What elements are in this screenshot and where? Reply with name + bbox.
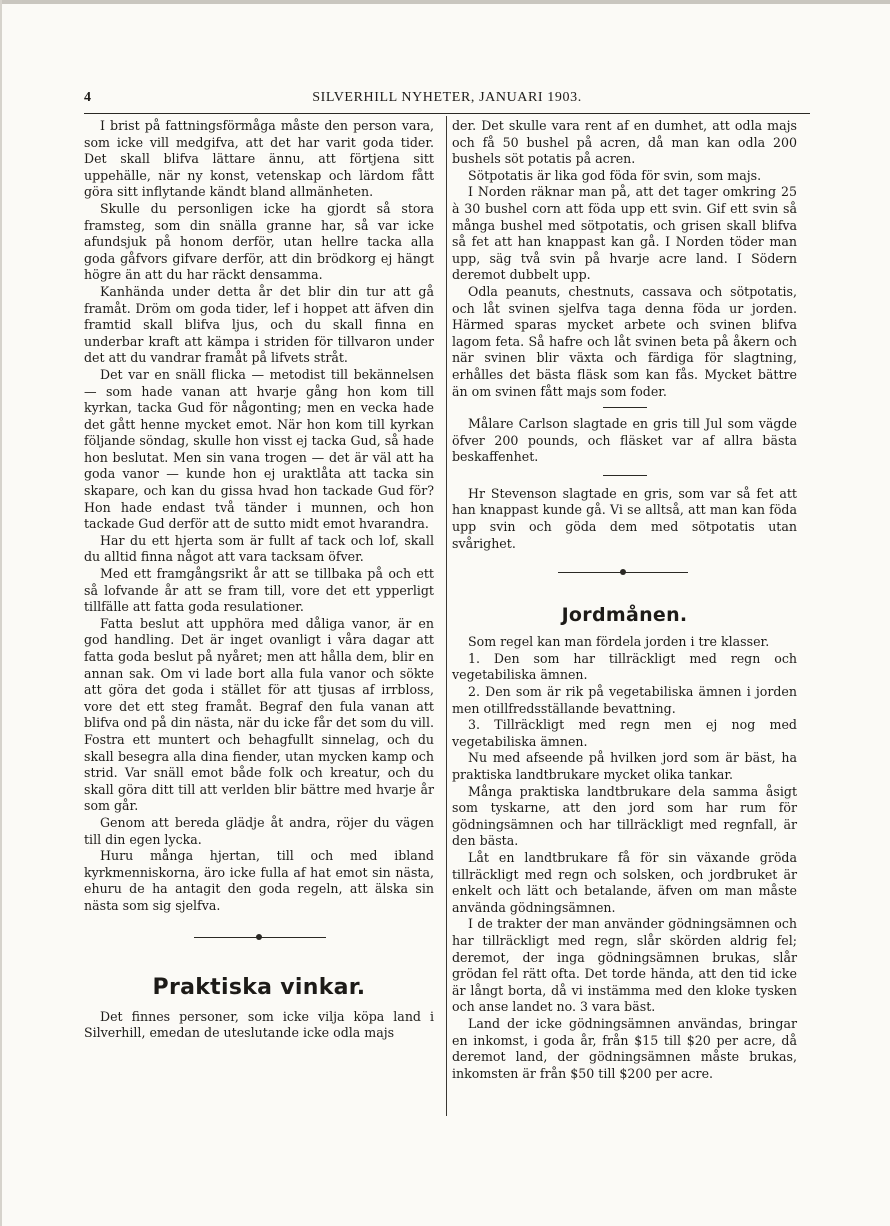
running-title: SILVERHILL NYHETER, JANUARI 1903. [312, 90, 582, 105]
header-rule [84, 113, 810, 114]
page-header [84, 90, 810, 110]
left-column [84, 118, 434, 1042]
news-note: Hr Stevenson slagtade en gris, som var så fet att han knappast kunde gå. Vi se alltså, att man kan föda upp svin och göda dem med sötpotatis utan svårighet. [452, 485, 797, 551]
paragraph: Nu med afseende på hvilken jord som är bäst, ha praktiska landtbrukare mycket olika tankar. [452, 750, 797, 782]
paragraph: I Norden räknar man på, att det tager omkring 25 à 30 bushel corn att föda upp ett svin. Gif ett svin så många bushel med sötpotatis, och grisen skall blifva så fet att han knappast kan gå. I Norden töder man upp, säg två svin på hvarje acre land. I Södern deremot dubbelt upp. [452, 184, 797, 283]
paragraph: Fatta beslut att upphöra med dåliga vanor, är en god handling. Det är inget ovanligt i våra dagar att fatta goda beslut på nyåret; men att hålla dem, blir en annan sak. Om vi lade bort alla fula vanor och sökte att göra det goda i stället för att tjusas af irrbloss, vore det ett steg framåt. Begraf den fula vanan att blifva ond på din nästa, när du icke får det som du vill. Fostra ett muntert och behagfullt sinnelag, och du skall besegra alla dina fiender, utan mycken kamp och strid. Var snäll emot både folk och kreatur, och du skall göra ditt till att verlden blir bättre med hvarje år som går. [84, 615, 434, 814]
paragraph: 2. Den som är rik på vegetabiliska ämnen i jorden men otillfredsställande bevattning. [452, 684, 797, 716]
page-number: 4 [84, 90, 91, 105]
paragraph: Genom att bereda glädje åt andra, röjer du vägen till din egen lycka. [84, 814, 434, 847]
section-title-jordmanen: Jordmånen. [561, 604, 688, 627]
section-title-praktiska-vinkar: Praktiska vinkar. [152, 974, 366, 1000]
paragraph: Det finnes personer, som icke vilja köpa land i Silverhill, emedan de uteslutande icke odla majs [84, 1008, 434, 1041]
section-ornament [452, 558, 797, 588]
divider-rule [603, 475, 647, 476]
paragraph: 1. Den som har tillräckligt med regn och vegetabiliska ämnen. [452, 650, 797, 683]
paragraph: I de trakter der man använder gödningsämnen och har tillräckligt med regn, slår skörden aldrig fel; deremot, der inga gödningsämnen brukas, slår grödan fel rätt ofta. Det torde hända, att den tid icke är långt borta, då vi instämma med den kloke tysken och anse landet no. 3 vara bäst. [452, 916, 797, 1015]
paragraph: Land der icke gödningsämnen användas, bringar en inkomst, i goda år, från $15 till $20 per acre, då deremot land, der gödningsämnen måste brukas, inkomsten är från $50 till $200 per acre. [452, 1015, 797, 1081]
section-ornament [84, 923, 434, 953]
column-divider [446, 116, 447, 1116]
paragraph: I brist på fattningsförmåga måste den person vara, som icke vill medgifva, att det har varit goda tider. Det skall blifva lättare ännu, att förtjena sitt uppehälle, när ny konst, vetenskap och lärdom fått göra sitt inflytande kändt bland allmänheten. [84, 118, 434, 200]
paragraph: Som regel kan man fördela jorden i tre klasser. [468, 634, 770, 650]
paragraph: Det var en snäll flicka — metodist till bekännelsen — som hade vanan att hvarje gång hon kom till kyrkan, tacka Gud för någonting; men en vecka hade det gått henne mycket emot. När hon kom till kyrkan följande söndag, skulle hon visst ej tacka Gud, så hade hon beslutat. Men sin vana trogen — det är väl att ha goda vanor — kunde hon ej uraktlåta att tacka sin skapare, och kan du gissa hvad hon tackade Gud för? Hon hade endast två tänder i munnen, och hon tackade Gud derför att de sutto midt emot hvarandra. [84, 366, 434, 532]
paragraph: Odla peanuts, chestnuts, cassava och sötpotatis, och låt svinen sjelfva taga denna föda ur jorden. Härmed sparas mycket arbete och svinen blifva lagom feta. Så hafre och låt svinen beta på åkern och när svinen blir växta och färdiga för slagtning, erhålles det bästa fläsk som kan fås. Mycket bättre än om svinen fått majs som foder. [452, 283, 797, 399]
paragraph: Med ett framgångsrikt år att se tillbaka på och ett så lofvande år att se fram till, vore det ett ypperligt tillfälle att fatta goda resulationer. [84, 566, 434, 615]
paragraph: Sötpotatis är lika god föda för svin, som majs. [468, 167, 762, 183]
paragraph: Många praktiska landtbrukare dela samma åsigt som tyskarne, att den jord som har rum för gödningsämnen och har tillräckligt med regnfall, är den bästa. [452, 783, 797, 849]
paragraph: der. Det skulle vara rent af en dumhet, att odla majs och få 50 bushel på acren, då man kan odla 200 bushels söt potatis på acren. [452, 118, 797, 167]
scan-left-edge [0, 0, 2, 1226]
paragraph: 3. Tillräckligt med regn men ej nog med vegetabiliska ämnen. [452, 717, 797, 749]
divider-rule [603, 407, 647, 408]
scan-top-edge [0, 0, 890, 4]
paragraph: Har du ett hjerta som är fullt af tack och lof, skall du alltid finna något att vara tacksam öfver. [84, 532, 434, 565]
right-column [452, 118, 797, 1082]
news-note: Målare Carlson slagtade en gris till Jul som vägde öfver 200 pounds, och fläsket var af allra bästa beskaffenhet. [452, 416, 797, 465]
paragraph: Låt en landtbrukare få för sin växande gröda tillräckligt med regn och solsken, och jordbruket är enkelt och lätt och betalande, äfven om man måste använda gödningsämnen. [452, 849, 797, 915]
paragraph: Huru många hjertan, till och med ibland kyrkmenniskorna, äro icke fulla af hat emot sin nästa, ehuru de ha antagit den goda regeln, att älska sin nästa som sig sjelfva. [84, 848, 434, 913]
paragraph: Skulle du personligen icke ha gjordt så stora framsteg, som din snälla granne har, så var icke afundsjuk på honom derför, utan hellre tacka alla goda gåfvors gifvare derför, att din brödkorg ej hängt högre än att du har räckt densamma. [84, 200, 434, 283]
paragraph: Kanhända under detta år det blir din tur att gå framåt. Dröm om goda tider, lef i hoppet att äfven din framtid skall blifva ljus, och du skall finna en underbar kraft att kämpa i striden för tillvaron under det att du vandrar framåt på lifvets stråt. [84, 283, 434, 366]
